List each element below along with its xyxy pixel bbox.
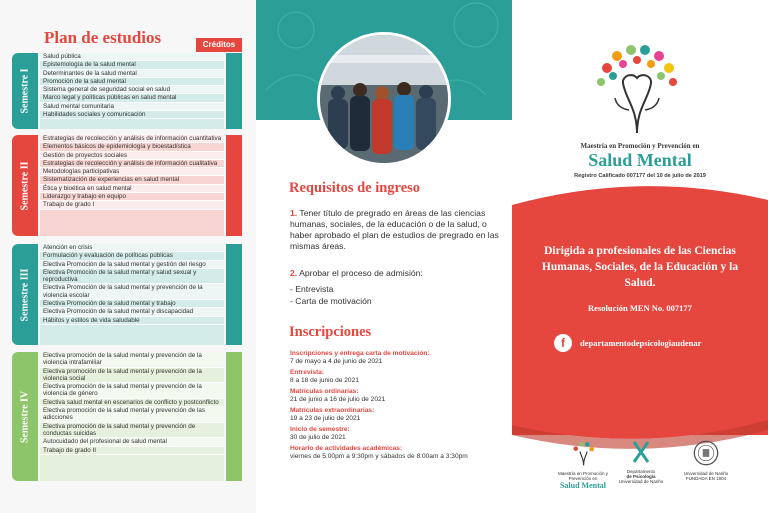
footer-logo2-line3: Universidad de Nariño: [618, 479, 664, 484]
course-row: Electiva promoción de la salud mental y prevención de conductas suicidas: [40, 423, 224, 439]
course-row: Estrategias de recolección y análisis de información cuantitativa: [40, 135, 224, 143]
course-row: Marco legal y políticas públicas en salud mental: [40, 94, 224, 102]
inscripciones-list: [290, 350, 505, 464]
footer-logo3-line1: Universidad de Nariño: [683, 471, 729, 476]
semester-block: [12, 135, 242, 236]
footer-logo2-line1: Departamento: [626, 469, 656, 474]
course-row: Gestión de proyectos sociales: [40, 152, 224, 160]
course-list: [40, 135, 224, 236]
program-line-1: Maestría en Promoción y Prevención en: [580, 142, 700, 150]
university-seal-icon: [693, 440, 719, 466]
course-row: Electiva salud mental en escenarios de conflicto y postconflicto: [40, 399, 224, 407]
course-row: Electiva Promoción de la salud mental y trabajo: [40, 300, 224, 308]
inscripcion-value: 8 a 18 de junio de 2021: [290, 377, 359, 384]
course-row: Hábitos y estilos de vida saludable: [40, 317, 224, 325]
course-list: [40, 244, 224, 345]
requisito-sub-1: - Entrevista: [290, 284, 334, 294]
inscripcion-label: Inscripciones y entrega carta de motivación:: [290, 350, 430, 357]
footer-logo-psicologia: [618, 440, 664, 484]
credits-column: [226, 53, 242, 129]
course-row: Salud mental comunitaria: [40, 103, 224, 111]
inscripcion-value: viernes de 5:00pm a 9:30pm y sábados de 8:00am a 3:30pm: [290, 453, 468, 460]
course-row: Habilidades sociales y comunicación: [40, 111, 224, 119]
photo-people-illustration: [320, 35, 448, 163]
semester-tab: [12, 53, 38, 129]
resolucion: Resolución MEN No. 007177: [588, 303, 692, 313]
course-row: Elementos básicos de epidemiología y bioestadística: [40, 143, 224, 151]
course-row: Electiva Promoción de la salud mental y salud sexual y reproductiva: [40, 269, 224, 285]
tagline: Dirigida a profesionales de las Ciencias Humanas, Sociales, de la Educación y la Salud.: [541, 245, 739, 289]
inscripcion-value: 21 de junio a 16 de julio de 2021: [290, 396, 386, 403]
course-list: [40, 53, 224, 129]
footer-logo3-line2: FUNDADA EN 1904: [685, 476, 727, 481]
inscripcion-label: Matrículas extraordinarias:: [290, 407, 375, 414]
course-row: Electiva promoción de la salud mental y prevención de las adicciones: [40, 407, 224, 423]
inscripcion-value: 7 de mayo a 4 de junio de 2021: [290, 358, 383, 365]
course-row: Salud pública: [40, 53, 224, 61]
footer-logo1-line1: Maestría en Promoción y Prevención en: [557, 471, 609, 481]
course-row: Electiva Promoción de la salud mental y gestión del riesgo: [40, 261, 224, 269]
credits-column: [226, 135, 242, 236]
semester-label: Semestre II: [19, 161, 31, 210]
plan-panel: [0, 0, 256, 513]
semester-block: [12, 244, 242, 345]
course-row: Ética y bioética en salud mental: [40, 185, 224, 193]
group-photo: [317, 32, 451, 166]
plan-title: Plan de estudios: [44, 28, 162, 47]
course-row: Formulación y evaluación de políticas públicas: [40, 252, 224, 260]
credits-column: [226, 244, 242, 345]
course-row: Electiva promoción de la salud mental y prevención de la violencia intrafamiliar: [40, 352, 224, 368]
course-row: Atención en crisis: [40, 244, 224, 252]
course-row: Sistematización de experiencias en salud mental: [40, 176, 224, 184]
course-row: Metodologías participativas: [40, 168, 224, 176]
inscripcion-label: Matrículas ordinarias:: [290, 388, 359, 395]
semester-label: Semestre III: [19, 268, 31, 321]
course-row: Electiva Promoción de la salud mental y discapacidad: [40, 308, 224, 316]
semester-label: Semestre IV: [19, 390, 31, 443]
salud-mental-tree-logo: [587, 38, 687, 138]
inscripcion-label: Entrevista:: [290, 369, 325, 376]
course-row: Electiva Promoción de la salud mental y prevención de la violencia escolar: [40, 284, 224, 300]
inscripcion-value: 19 a 23 de julio de 2021: [290, 415, 361, 422]
course-row: Liderazgo y trabajo en equipo: [40, 193, 224, 201]
course-row: Determinantes de la salud mental: [40, 70, 224, 78]
facebook-handle: departamentodepsicologiaudenar: [580, 338, 702, 348]
course-row: Trabajo de grado II: [40, 447, 224, 455]
footer-logo-salud-mental: [548, 440, 618, 490]
requisito-2: [290, 268, 502, 279]
course-row: Trabajo de grado I: [40, 201, 224, 209]
requisito-2-text: Aprobar el proceso de admisión:: [299, 268, 423, 278]
credits-header: Créditos: [196, 38, 242, 52]
semester-block: [12, 53, 242, 129]
inscripcion-label: Inicio de semestre:: [290, 426, 350, 433]
requisito-1-text: Tener título de pregrado en áreas de las ciencias humanas, sociales, de la educación o de la salud, o haber aprobado el plan de estudios de pregrado en las mismas áreas.: [290, 208, 499, 251]
requisito-1-number: 1.: [290, 208, 298, 218]
requisitos-title: Requisitos de ingreso: [289, 180, 421, 196]
facebook-icon: f: [554, 334, 572, 352]
course-row: Electiva promoción de la salud mental y prevención de la violencia social: [40, 368, 224, 384]
facebook-link[interactable]: [554, 334, 701, 352]
registro-calificado: Registro Calificado 007177 del 10 de julio de 2019: [574, 173, 706, 179]
top-wave: [512, 180, 768, 220]
small-tree-icon: [568, 440, 598, 466]
footer-logo1-name: Salud Mental: [559, 481, 606, 490]
requisito-sub-2: - Carta de motivación: [290, 296, 372, 306]
psicologia-icon: [631, 440, 651, 464]
course-list: [40, 352, 224, 481]
footer-logo2-line2: de Psicología: [626, 474, 656, 479]
semester-tab: [12, 352, 38, 481]
semester-tab: [12, 135, 38, 236]
inscripcion-label: Horario de actividades académicas:: [290, 445, 403, 452]
semester-label: Semestre I: [19, 68, 31, 114]
credits-column: [226, 352, 242, 481]
info-panel: [256, 0, 512, 513]
course-row: Autocuidado del profesional de salud mental: [40, 438, 224, 446]
semester-tab: [12, 244, 38, 345]
course-row: Epistemología de la salud mental: [40, 61, 224, 69]
requisito-2-number: 2.: [290, 268, 298, 278]
footer-logo-udenar: [676, 440, 736, 481]
cover-panel: [512, 0, 768, 513]
course-row: Estrategias de recolección y análisis de información cualitativa: [40, 160, 224, 168]
semester-block: [12, 352, 242, 481]
course-row: Promoción de la salud mental: [40, 78, 224, 86]
requisito-1: [290, 208, 502, 252]
inscripcion-value: 30 de julio de 2021: [290, 434, 346, 441]
course-row: Sistema general de seguridad social en salud: [40, 86, 224, 94]
course-row: Electiva promoción de la salud mental y prevención de la violencia de género: [40, 383, 224, 399]
inscripciones-title: Inscripciones: [289, 324, 372, 340]
program-name: Salud Mental: [588, 150, 692, 170]
